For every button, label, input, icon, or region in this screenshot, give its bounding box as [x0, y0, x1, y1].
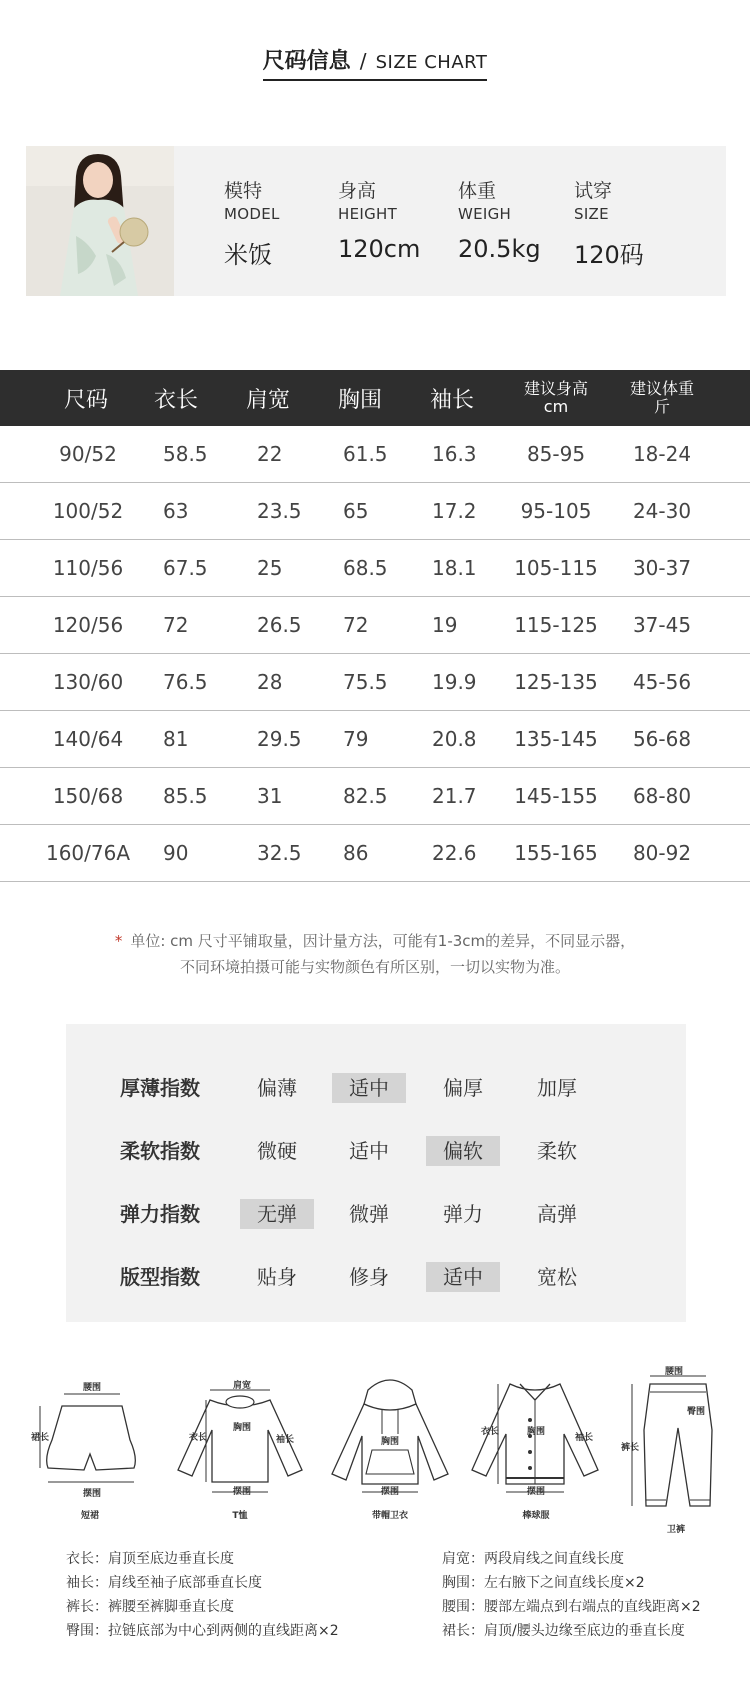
height-label-cn: 身高 — [338, 180, 377, 202]
index-option-selected: 无弹 — [240, 1199, 314, 1229]
page-title — [0, 44, 750, 81]
header-chest: 胸围 — [337, 387, 382, 413]
table-row — [0, 711, 750, 768]
cell-weight: 18-24 — [632, 442, 692, 466]
jacket-diagram — [460, 1370, 610, 1530]
tee-shoulder-label: 肩宽 — [232, 1381, 251, 1391]
cell-sleeve: 20.8 — [432, 727, 477, 751]
index-name: 柔软指数 — [120, 1139, 200, 1163]
legend-item: 胸围：左右腋下之间直线长度×2 — [442, 1575, 645, 1591]
cell-size: 150/68 — [52, 784, 124, 808]
pants-length-label: 裤长 — [620, 1443, 639, 1453]
pants-title: 卫裤 — [666, 1525, 685, 1535]
jacket-chest-label: 胸围 — [526, 1427, 545, 1437]
table-row — [0, 654, 750, 711]
jacket-hem-label: 摆围 — [526, 1487, 545, 1497]
size-table — [0, 370, 750, 882]
header-size: 尺码 — [63, 387, 108, 413]
cell-length: 58.5 — [163, 442, 208, 466]
cell-weight: 37-45 — [632, 613, 692, 637]
cell-size: 120/56 — [52, 613, 124, 637]
cell-height: 155-165 — [514, 841, 598, 865]
cell-chest: 75.5 — [343, 670, 388, 694]
index-option-selected: 适中 — [332, 1073, 406, 1103]
shorts-waist-label: 腰围 — [82, 1383, 101, 1393]
shorts-title: 短裙 — [80, 1511, 99, 1521]
shorts-diagram — [30, 1370, 150, 1530]
cell-sleeve: 21.7 — [432, 784, 477, 808]
cell-weight: 80-92 — [632, 841, 692, 865]
cell-size: 140/64 — [52, 727, 124, 751]
note-line-1 — [0, 928, 750, 954]
table-header-row — [0, 370, 750, 426]
table-body — [0, 426, 750, 882]
model-value: 米饭 — [224, 241, 272, 269]
pants-waist-label: 腰围 — [664, 1367, 683, 1377]
title-cn: 尺码信息 — [262, 49, 351, 74]
jacket-sleeve-label: 袖长 — [574, 1433, 593, 1443]
index-option: 加厚 — [537, 1076, 577, 1100]
cell-size: 130/60 — [52, 670, 124, 694]
cell-chest: 82.5 — [343, 784, 388, 808]
cell-weight: 30-37 — [632, 556, 692, 580]
table-row — [0, 426, 750, 483]
cell-length: 90 — [163, 841, 189, 865]
cell-height: 115-125 — [514, 613, 598, 637]
cell-chest: 68.5 — [343, 556, 388, 580]
cell-size: 90/52 — [59, 442, 117, 466]
cell-length: 67.5 — [163, 556, 208, 580]
index-option: 高弹 — [537, 1202, 577, 1226]
cell-chest: 65 — [343, 499, 369, 523]
legend-item: 裤长：裤腰至裤脚垂直长度 — [66, 1599, 234, 1615]
fabric-index-panel — [66, 1024, 686, 1322]
weight-label-cn: 体重 — [458, 180, 497, 202]
legend-item: 裙长：肩顶/腰头边缘至底边的垂直长度 — [442, 1623, 685, 1639]
cell-height: 145-155 — [514, 784, 598, 808]
table-row — [0, 825, 750, 882]
cell-chest: 86 — [343, 841, 369, 865]
cell-sleeve: 19.9 — [432, 670, 477, 694]
index-row — [66, 1068, 686, 1108]
index-row — [66, 1257, 686, 1297]
title-separator: / — [359, 49, 367, 73]
tee-hem-label: 摆围 — [232, 1487, 251, 1497]
model-col-weight — [458, 176, 541, 263]
header-sleeve: 袖长 — [429, 387, 474, 413]
hoodie-diagram — [320, 1370, 460, 1530]
cell-weight: 68-80 — [632, 784, 692, 808]
index-option: 微硬 — [257, 1139, 297, 1163]
cell-chest: 79 — [343, 727, 369, 751]
index-option: 弹力 — [443, 1202, 483, 1226]
table-row — [0, 768, 750, 825]
index-option: 柔软 — [537, 1139, 577, 1163]
height-value: 120cm — [338, 235, 421, 263]
note-text-1: 单位: cm 尺寸平铺取量，因计量方法，可能有1-3cm的差异，不同显示器， — [130, 932, 636, 950]
cell-height: 85-95 — [526, 442, 586, 466]
cell-height: 95-105 — [520, 499, 592, 523]
model-col-name — [224, 176, 280, 270]
cell-shoulder: 26.5 — [257, 613, 302, 637]
cell-height: 135-145 — [514, 727, 598, 751]
cell-sleeve: 18.1 — [432, 556, 477, 580]
cell-sleeve: 16.3 — [432, 442, 477, 466]
index-option: 修身 — [349, 1265, 389, 1289]
cell-shoulder: 25 — [257, 556, 283, 580]
model-label-cn: 模特 — [224, 180, 263, 202]
index-option: 适中 — [349, 1139, 389, 1163]
shorts-length-label: 裙长 — [30, 1433, 49, 1443]
jacket-length-label: 衣长 — [480, 1427, 499, 1437]
model-label-en: MODEL — [224, 205, 280, 223]
hoodie-hem-label: 摆围 — [380, 1487, 399, 1497]
cell-height: 105-115 — [514, 556, 598, 580]
cell-weight: 24-30 — [632, 499, 692, 523]
header-length: 衣长 — [153, 387, 198, 413]
legend-item: 衣长：肩顶至底边垂直长度 — [66, 1551, 234, 1567]
note-star: * — [114, 932, 123, 950]
cell-size: 100/52 — [52, 499, 124, 523]
cell-sleeve: 22.6 — [432, 841, 477, 865]
tee-sleeve-label: 袖长 — [275, 1435, 294, 1445]
header-weight-unit: 斤 — [653, 397, 670, 416]
tee-chest-label: 胸围 — [232, 1423, 251, 1433]
weight-label-en: WEIGH — [458, 205, 512, 223]
index-name: 厚薄指数 — [120, 1076, 200, 1100]
cell-sleeve: 19 — [432, 613, 458, 637]
index-option-selected: 偏软 — [426, 1136, 500, 1166]
header-shoulder: 肩宽 — [245, 387, 290, 413]
model-col-height — [338, 176, 420, 263]
cell-sleeve: 17.2 — [432, 499, 477, 523]
cell-shoulder: 23.5 — [257, 499, 302, 523]
cell-chest: 72 — [343, 613, 369, 637]
header-weight — [612, 370, 712, 426]
tee-title: T恤 — [232, 1511, 248, 1521]
tee-length-label: 衣长 — [188, 1433, 207, 1443]
pants-diagram — [620, 1367, 730, 1540]
cell-size: 160/76A — [45, 841, 131, 865]
measurement-note — [0, 928, 750, 980]
cell-length: 72 — [163, 613, 189, 637]
size-label-cn: 试穿 — [574, 180, 613, 202]
cell-shoulder: 31 — [257, 784, 283, 808]
weight-value: 20.5kg — [458, 235, 541, 263]
cell-size: 110/56 — [52, 556, 124, 580]
size-value: 120码 — [574, 241, 644, 269]
tee-diagram — [170, 1370, 310, 1530]
legend-item: 腰围：腰部左端点到右端点的直线距离×2 — [442, 1599, 701, 1615]
table-row — [0, 540, 750, 597]
cell-shoulder: 22 — [257, 442, 283, 466]
jacket-title: 棒球服 — [522, 1511, 550, 1521]
hoodie-chest-label: 胸围 — [380, 1437, 399, 1447]
index-row — [66, 1194, 686, 1234]
cell-chest: 61.5 — [343, 442, 388, 466]
table-row — [0, 597, 750, 654]
cell-shoulder: 32.5 — [257, 841, 302, 865]
legend-item: 袖长：肩线至袖子底部垂直长度 — [66, 1575, 262, 1591]
legend-item: 臀围：拉链底部为中心到两侧的直线距离×2 — [66, 1623, 339, 1639]
model-col-size — [574, 176, 644, 270]
index-name: 版型指数 — [120, 1265, 200, 1289]
index-option: 宽松 — [537, 1265, 577, 1289]
index-option: 偏薄 — [257, 1076, 297, 1100]
garment-diagrams — [30, 1367, 730, 1540]
cell-height: 125-135 — [514, 670, 598, 694]
header-height-label: 建议身高 — [523, 379, 588, 398]
index-option: 贴身 — [257, 1265, 297, 1289]
index-row — [66, 1131, 686, 1171]
cell-shoulder: 28 — [257, 670, 283, 694]
cell-length: 63 — [163, 499, 189, 523]
cell-length: 76.5 — [163, 670, 208, 694]
table-row — [0, 483, 750, 540]
title-en: SIZE CHART — [375, 52, 488, 73]
hoodie-title: 带帽卫衣 — [371, 1511, 408, 1521]
pants-hip-label: 臀围 — [686, 1407, 705, 1417]
model-photo — [26, 146, 174, 296]
cell-length: 81 — [163, 727, 189, 751]
cell-weight: 56-68 — [632, 727, 692, 751]
header-height — [506, 370, 606, 426]
cell-weight: 45-56 — [632, 670, 692, 694]
header-height-unit: cm — [543, 397, 569, 416]
model-info-card — [26, 146, 726, 296]
cell-length: 85.5 — [163, 784, 208, 808]
index-option: 偏厚 — [443, 1076, 483, 1100]
note-line-2: 不同环境拍摄可能与实物颜色有所区别，一切以实物为准。 — [179, 958, 570, 976]
shorts-hem-label: 摆围 — [82, 1489, 101, 1499]
index-option: 微弹 — [349, 1202, 389, 1226]
size-label-en: SIZE — [574, 205, 609, 223]
index-name: 弹力指数 — [120, 1202, 200, 1226]
index-option-selected: 适中 — [426, 1262, 500, 1292]
cell-shoulder: 29.5 — [257, 727, 302, 751]
legend-item: 肩宽：两段肩线之间直线长度 — [442, 1551, 624, 1567]
height-label-en: HEIGHT — [338, 205, 398, 223]
header-weight-label: 建议体重 — [629, 379, 694, 398]
